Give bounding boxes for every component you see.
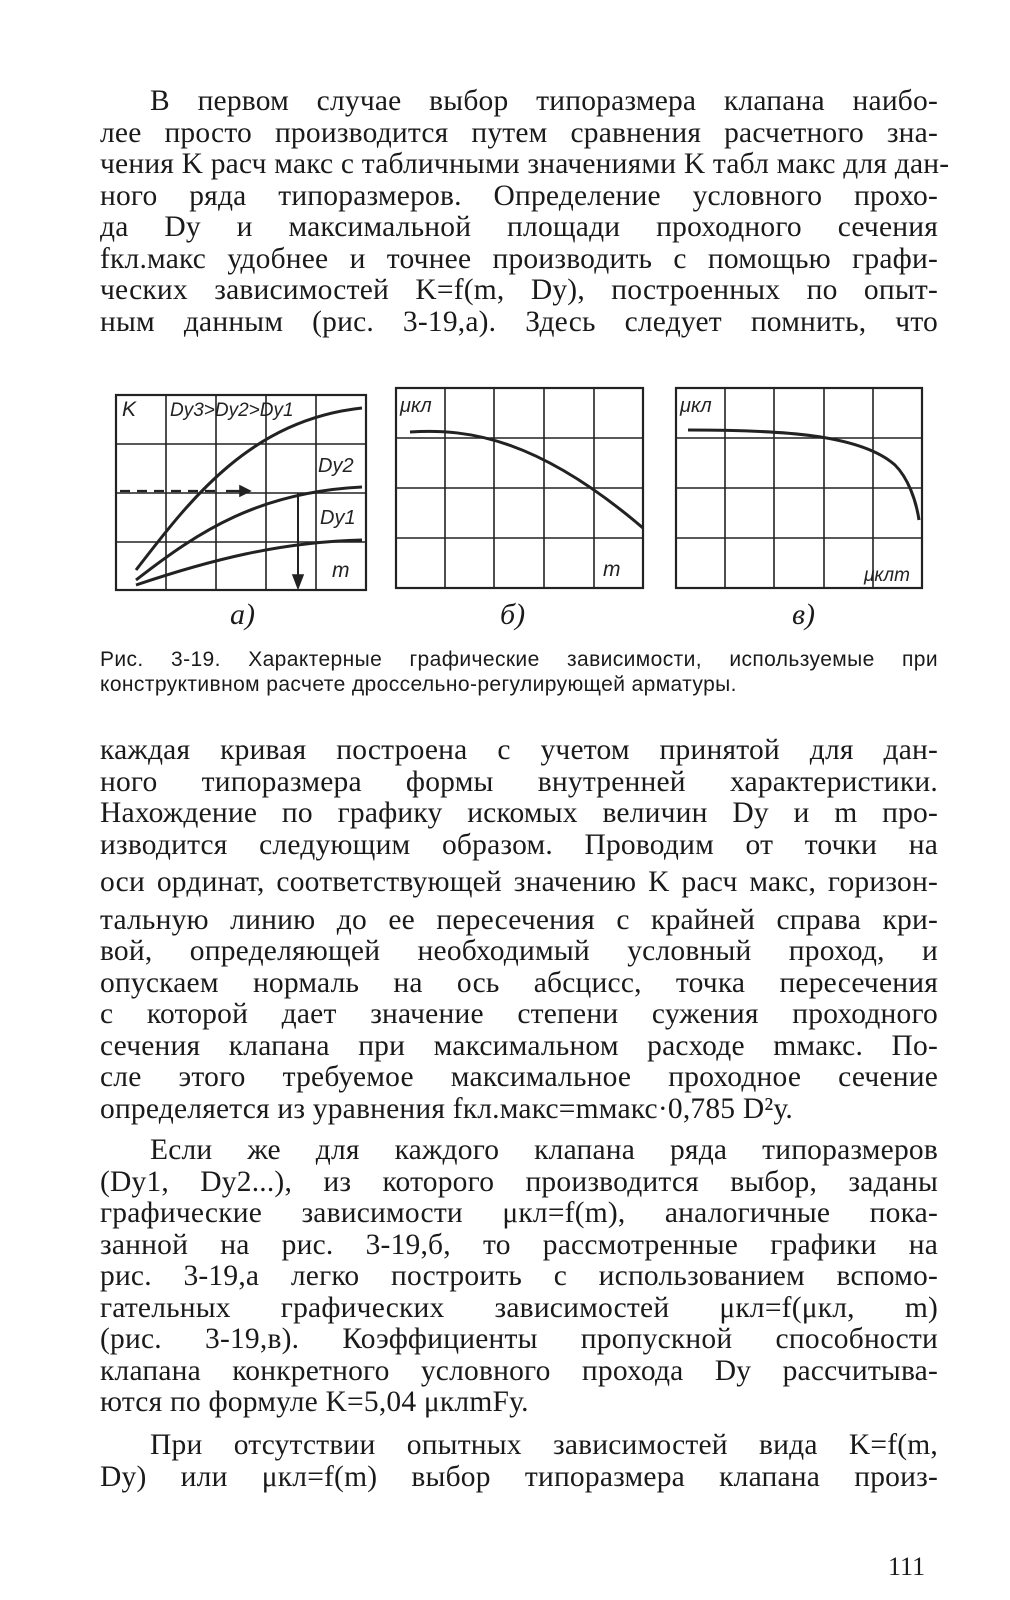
text-line: fкл.макс удобнее и точнее производить с помощью графи- — [100, 242, 938, 275]
figure-caption — [100, 647, 938, 697]
panel-b-axis-y: μкл — [400, 395, 432, 417]
panel-a-header: Dу3>Dу2>Dу1 — [170, 400, 294, 421]
panel-c-axis-y: μкл — [680, 395, 712, 417]
text-line: Если же для каждого клапана ряда типоразмеров — [150, 1134, 938, 1166]
text-line: ным данным (рис. 3-19,а). Здесь следует помнить, что — [100, 305, 938, 338]
panel-c-axis-x: μклm — [864, 565, 910, 586]
text-line: ного ряда типоразмеров. Определение условного прохо- — [100, 179, 938, 212]
text-line: изводится следующим образом. Проводим от точки на — [100, 828, 938, 861]
text-line: графические зависимости μкл=f(m), аналогичные пока- — [100, 1197, 938, 1229]
text-line: тальную линию до ее пересечения с крайней справа кри- — [100, 903, 938, 936]
panel-b-label: б) — [500, 598, 526, 631]
panel-c — [676, 388, 922, 588]
text-line: чения K расч макс с табличными значениями K табл макс для дан- — [100, 148, 950, 180]
text-line: ного типоразмера формы внутренней характеристики. — [100, 765, 938, 798]
panel-a-axis-x: m — [332, 559, 350, 582]
text-line: сле этого требуемое максимальное проходное сечение — [100, 1061, 938, 1093]
text-line: оси ординат, соответствующей значению K расч макс, горизон- — [100, 866, 938, 898]
text-line: Dу) или μкл=f(m) выбор типоразмера клапана произ- — [100, 1460, 938, 1493]
panel-a-curve-label: Dу2 — [318, 455, 354, 477]
text-line: с которой дает значение степени сужения проходного — [100, 998, 938, 1030]
text-line: Нахождение по графику искомых величин Dу и m про- — [100, 797, 938, 829]
text-line: опускаем нормаль на ось абсцисс, точка пересечения — [100, 966, 938, 999]
panel-a-curve-label: Dу1 — [320, 507, 356, 529]
paragraph-4 — [100, 1430, 938, 1493]
text-line: сечения клапана при максимальном расходе mмакс. По- — [100, 1029, 938, 1062]
text-line: да Dу и максимальной площади проходного сечения — [100, 211, 938, 243]
text-line: рис. 3-19,а легко построить с использованием вспомо- — [100, 1260, 938, 1292]
text-line: вой, определяющей необходимый условный проход, и — [100, 935, 938, 967]
text-line: клапана конкретного условного прохода Dу рассчитыва- — [100, 1354, 938, 1387]
panel-b-axis-x: m — [603, 558, 621, 581]
page-number: 111 — [888, 1552, 926, 1581]
text-line: каждая кривая построена с учетом принятой для дан- — [100, 734, 938, 766]
panel-a-axis-y: K — [122, 398, 137, 421]
text-line: ческих зависимостей K=f(m, Dу), построенных по опыт- — [100, 274, 938, 306]
text-line: В первом случае выбор типоразмера клапана наибо- — [150, 85, 938, 117]
text-line: (Dу1, Dу2...), из которого производится выбор, заданы — [100, 1165, 938, 1198]
caption-line: конструктивном расчете дроссельно-регулирующей арматуры. — [100, 673, 737, 696]
panel-c-label: в) — [792, 598, 816, 631]
caption-line: Рис. 3-19. Характерные графические зависимости, используемые при — [100, 648, 938, 671]
text-line: лее просто производится путем сравнения расчетного зна- — [100, 116, 938, 149]
paragraph-3 — [100, 1135, 938, 1419]
paragraph-2 — [100, 735, 938, 1125]
text-line: (рис. 3-19,в). Коэффициенты пропускной способности — [100, 1323, 938, 1355]
text-line: занной на рис. 3-19,б, то рассмотренные графики на — [100, 1228, 938, 1261]
panel-a — [116, 395, 366, 590]
text-line: При отсутствии опытных зависимостей вида K=f(m, — [150, 1429, 938, 1461]
text-line: ются по формуле K=5,04 μклmFу. — [100, 1386, 529, 1418]
panel-a-label: а) — [230, 598, 255, 631]
text-line: определяется из уравнения fкл.макс=mмакс·0,785 D²у. — [100, 1092, 793, 1125]
text-line: гательных графических зависимостей μкл=f(μкл, m) — [100, 1291, 938, 1324]
